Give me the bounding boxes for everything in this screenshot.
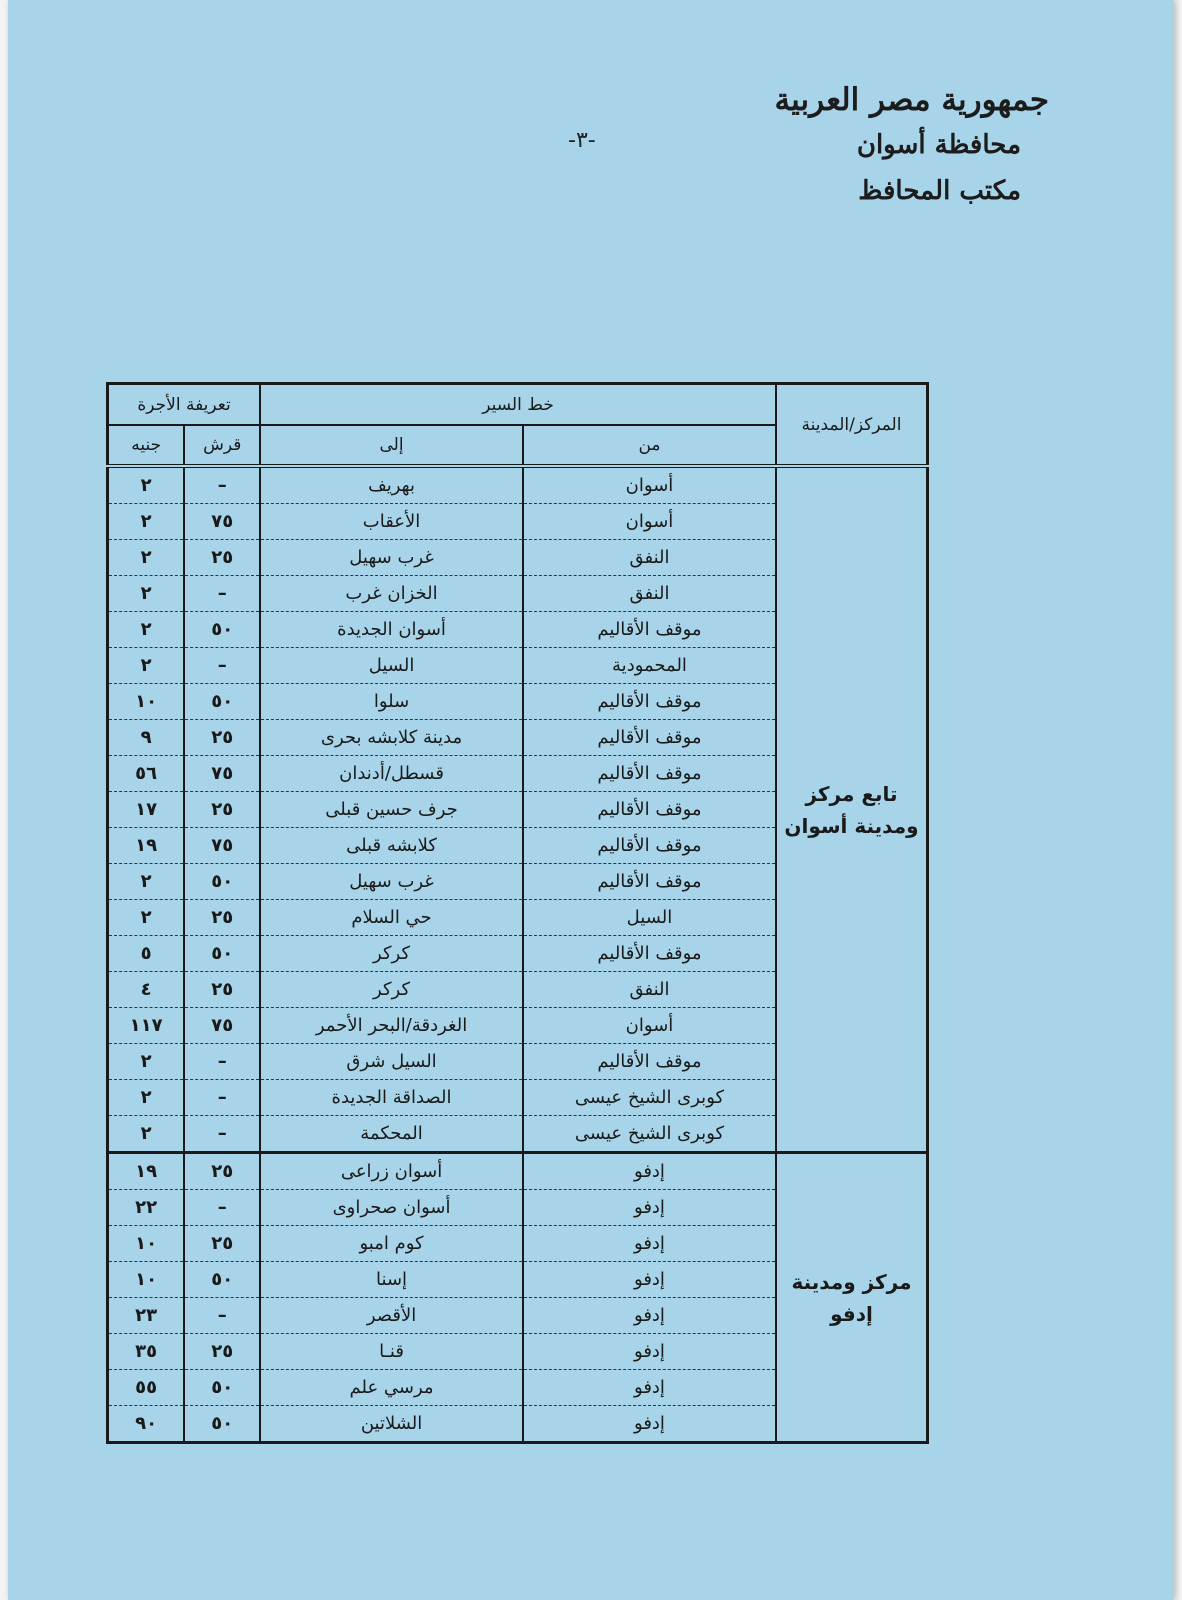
from-cell: موقف الأقاليم <box>523 684 776 720</box>
letterhead <box>729 78 1049 214</box>
to-cell: إسنا <box>260 1262 523 1298</box>
to-cell: الغردقة/البحر الأحمر <box>260 1008 523 1044</box>
to-cell: أسوان زراعى <box>260 1153 523 1190</box>
fare-table-body <box>108 466 928 1443</box>
piaster-cell: – <box>184 648 260 684</box>
from-cell: موقف الأقاليم <box>523 756 776 792</box>
from-cell: موقف الأقاليم <box>523 936 776 972</box>
from-cell: إدفو <box>523 1190 776 1226</box>
document-page <box>8 0 1174 1600</box>
pound-cell: ٢ <box>108 540 185 576</box>
header-fare: تعريفة الأجرة <box>108 384 261 426</box>
piaster-cell: ٥٠ <box>184 1262 260 1298</box>
piaster-cell: ٥٠ <box>184 684 260 720</box>
piaster-cell: – <box>184 1044 260 1080</box>
table-row <box>108 466 928 504</box>
header-piaster: قرش <box>184 425 260 466</box>
pound-cell: ٢ <box>108 648 185 684</box>
pound-cell: ٥٥ <box>108 1370 185 1406</box>
region-cell: تابع مركز ومدينة أسوان <box>776 466 928 1153</box>
piaster-cell: ٢٥ <box>184 1153 260 1190</box>
pound-cell: ١٧ <box>108 792 185 828</box>
to-cell: قنـا <box>260 1334 523 1370</box>
piaster-cell: – <box>184 1080 260 1116</box>
to-cell: غرب سهيل <box>260 540 523 576</box>
from-cell: إدفو <box>523 1406 776 1443</box>
piaster-cell: ٢٥ <box>184 792 260 828</box>
pound-cell: ٢٢ <box>108 1190 185 1226</box>
from-cell: موقف الأقاليم <box>523 792 776 828</box>
to-cell: الخزان غرب <box>260 576 523 612</box>
from-cell: المحمودية <box>523 648 776 684</box>
from-cell: كوبرى الشيخ عيسى <box>523 1116 776 1153</box>
from-cell: موقف الأقاليم <box>523 828 776 864</box>
from-cell: إدفو <box>523 1153 776 1190</box>
pound-cell: ١٩ <box>108 828 185 864</box>
piaster-cell: ٥٠ <box>184 612 260 648</box>
to-cell: جرف حسين قبلى <box>260 792 523 828</box>
piaster-cell: – <box>184 466 260 504</box>
piaster-cell: ٥٠ <box>184 864 260 900</box>
from-cell: النفق <box>523 972 776 1008</box>
pound-cell: ٢ <box>108 1044 185 1080</box>
piaster-cell: ٢٥ <box>184 720 260 756</box>
from-cell: أسوان <box>523 504 776 540</box>
from-cell: أسوان <box>523 1008 776 1044</box>
from-cell: كوبرى الشيخ عيسى <box>523 1080 776 1116</box>
from-cell: إدفو <box>523 1370 776 1406</box>
pound-cell: ١٠ <box>108 1226 185 1262</box>
from-cell: موقف الأقاليم <box>523 612 776 648</box>
page-number: -٣- <box>568 128 596 153</box>
from-cell: موقف الأقاليم <box>523 720 776 756</box>
pound-cell: ١١٧ <box>108 1008 185 1044</box>
from-cell: موقف الأقاليم <box>523 1044 776 1080</box>
pound-cell: ٢٣ <box>108 1298 185 1334</box>
from-cell: إدفو <box>523 1298 776 1334</box>
piaster-cell: ٢٥ <box>184 1226 260 1262</box>
pound-cell: ١٠ <box>108 1262 185 1298</box>
pound-cell: ٢ <box>108 1080 185 1116</box>
piaster-cell: ٧٥ <box>184 828 260 864</box>
piaster-cell: ٢٥ <box>184 1334 260 1370</box>
to-cell: كوم امبو <box>260 1226 523 1262</box>
from-cell: النفق <box>523 576 776 612</box>
pound-cell: ٤ <box>108 972 185 1008</box>
from-cell: موقف الأقاليم <box>523 864 776 900</box>
to-cell: قسطل/أدندان <box>260 756 523 792</box>
to-cell: أسوان صحراوى <box>260 1190 523 1226</box>
piaster-cell: ٥٠ <box>184 936 260 972</box>
country-name: جمهورية مصر العربية <box>774 82 1049 118</box>
piaster-cell: ٢٥ <box>184 540 260 576</box>
to-cell: السيل <box>260 648 523 684</box>
to-cell: الصداقة الجديدة <box>260 1080 523 1116</box>
from-cell: النفق <box>523 540 776 576</box>
office-name: مكتب المحافظ <box>858 176 1021 206</box>
pound-cell: ٢ <box>108 900 185 936</box>
pound-cell: ١٠ <box>108 684 185 720</box>
from-cell: أسوان <box>523 466 776 504</box>
fare-table <box>106 382 929 1444</box>
to-cell: مدينة كلابشه بحرى <box>260 720 523 756</box>
header-to: إلى <box>260 425 523 466</box>
pound-cell: ٥٦ <box>108 756 185 792</box>
piaster-cell: – <box>184 1298 260 1334</box>
from-cell: السيل <box>523 900 776 936</box>
header-from: من <box>523 425 776 466</box>
to-cell: كركر <box>260 972 523 1008</box>
piaster-cell: ٧٥ <box>184 1008 260 1044</box>
header-pound: جنيه <box>108 425 185 466</box>
piaster-cell: ٥٠ <box>184 1370 260 1406</box>
pound-cell: ٢ <box>108 576 185 612</box>
piaster-cell: – <box>184 576 260 612</box>
to-cell: أسوان الجديدة <box>260 612 523 648</box>
from-cell: إدفو <box>523 1226 776 1262</box>
piaster-cell: ٢٥ <box>184 900 260 936</box>
to-cell: الأقصر <box>260 1298 523 1334</box>
region-cell: مركز ومدينة إدفو <box>776 1153 928 1443</box>
pound-cell: ١٩ <box>108 1153 185 1190</box>
table-row <box>108 1153 928 1190</box>
pound-cell: ٩٠ <box>108 1406 185 1443</box>
to-cell: كركر <box>260 936 523 972</box>
to-cell: سلوا <box>260 684 523 720</box>
to-cell: غرب سهيل <box>260 864 523 900</box>
pound-cell: ٢ <box>108 466 185 504</box>
piaster-cell: – <box>184 1190 260 1226</box>
piaster-cell: ٧٥ <box>184 504 260 540</box>
piaster-cell: ٢٥ <box>184 972 260 1008</box>
to-cell: السيل شرق <box>260 1044 523 1080</box>
to-cell: الشلاتين <box>260 1406 523 1443</box>
pound-cell: ٢ <box>108 612 185 648</box>
from-cell: إدفو <box>523 1334 776 1370</box>
header-region: المركز/المدينة <box>776 384 928 467</box>
to-cell: مرسي علم <box>260 1370 523 1406</box>
from-cell: إدفو <box>523 1262 776 1298</box>
piaster-cell: ٧٥ <box>184 756 260 792</box>
to-cell: كلابشه قبلى <box>260 828 523 864</box>
pound-cell: ٢ <box>108 864 185 900</box>
piaster-cell: – <box>184 1116 260 1153</box>
to-cell: المحكمة <box>260 1116 523 1153</box>
pound-cell: ٥ <box>108 936 185 972</box>
to-cell: بهريف <box>260 466 523 504</box>
to-cell: الأعقاب <box>260 504 523 540</box>
pound-cell: ٢ <box>108 1116 185 1153</box>
pound-cell: ٣٥ <box>108 1334 185 1370</box>
to-cell: حي السلام <box>260 900 523 936</box>
governorate-name: محافظة أسوان <box>856 130 1021 160</box>
header-route: خط السير <box>260 384 776 426</box>
pound-cell: ٢ <box>108 504 185 540</box>
pound-cell: ٩ <box>108 720 185 756</box>
piaster-cell: ٥٠ <box>184 1406 260 1443</box>
